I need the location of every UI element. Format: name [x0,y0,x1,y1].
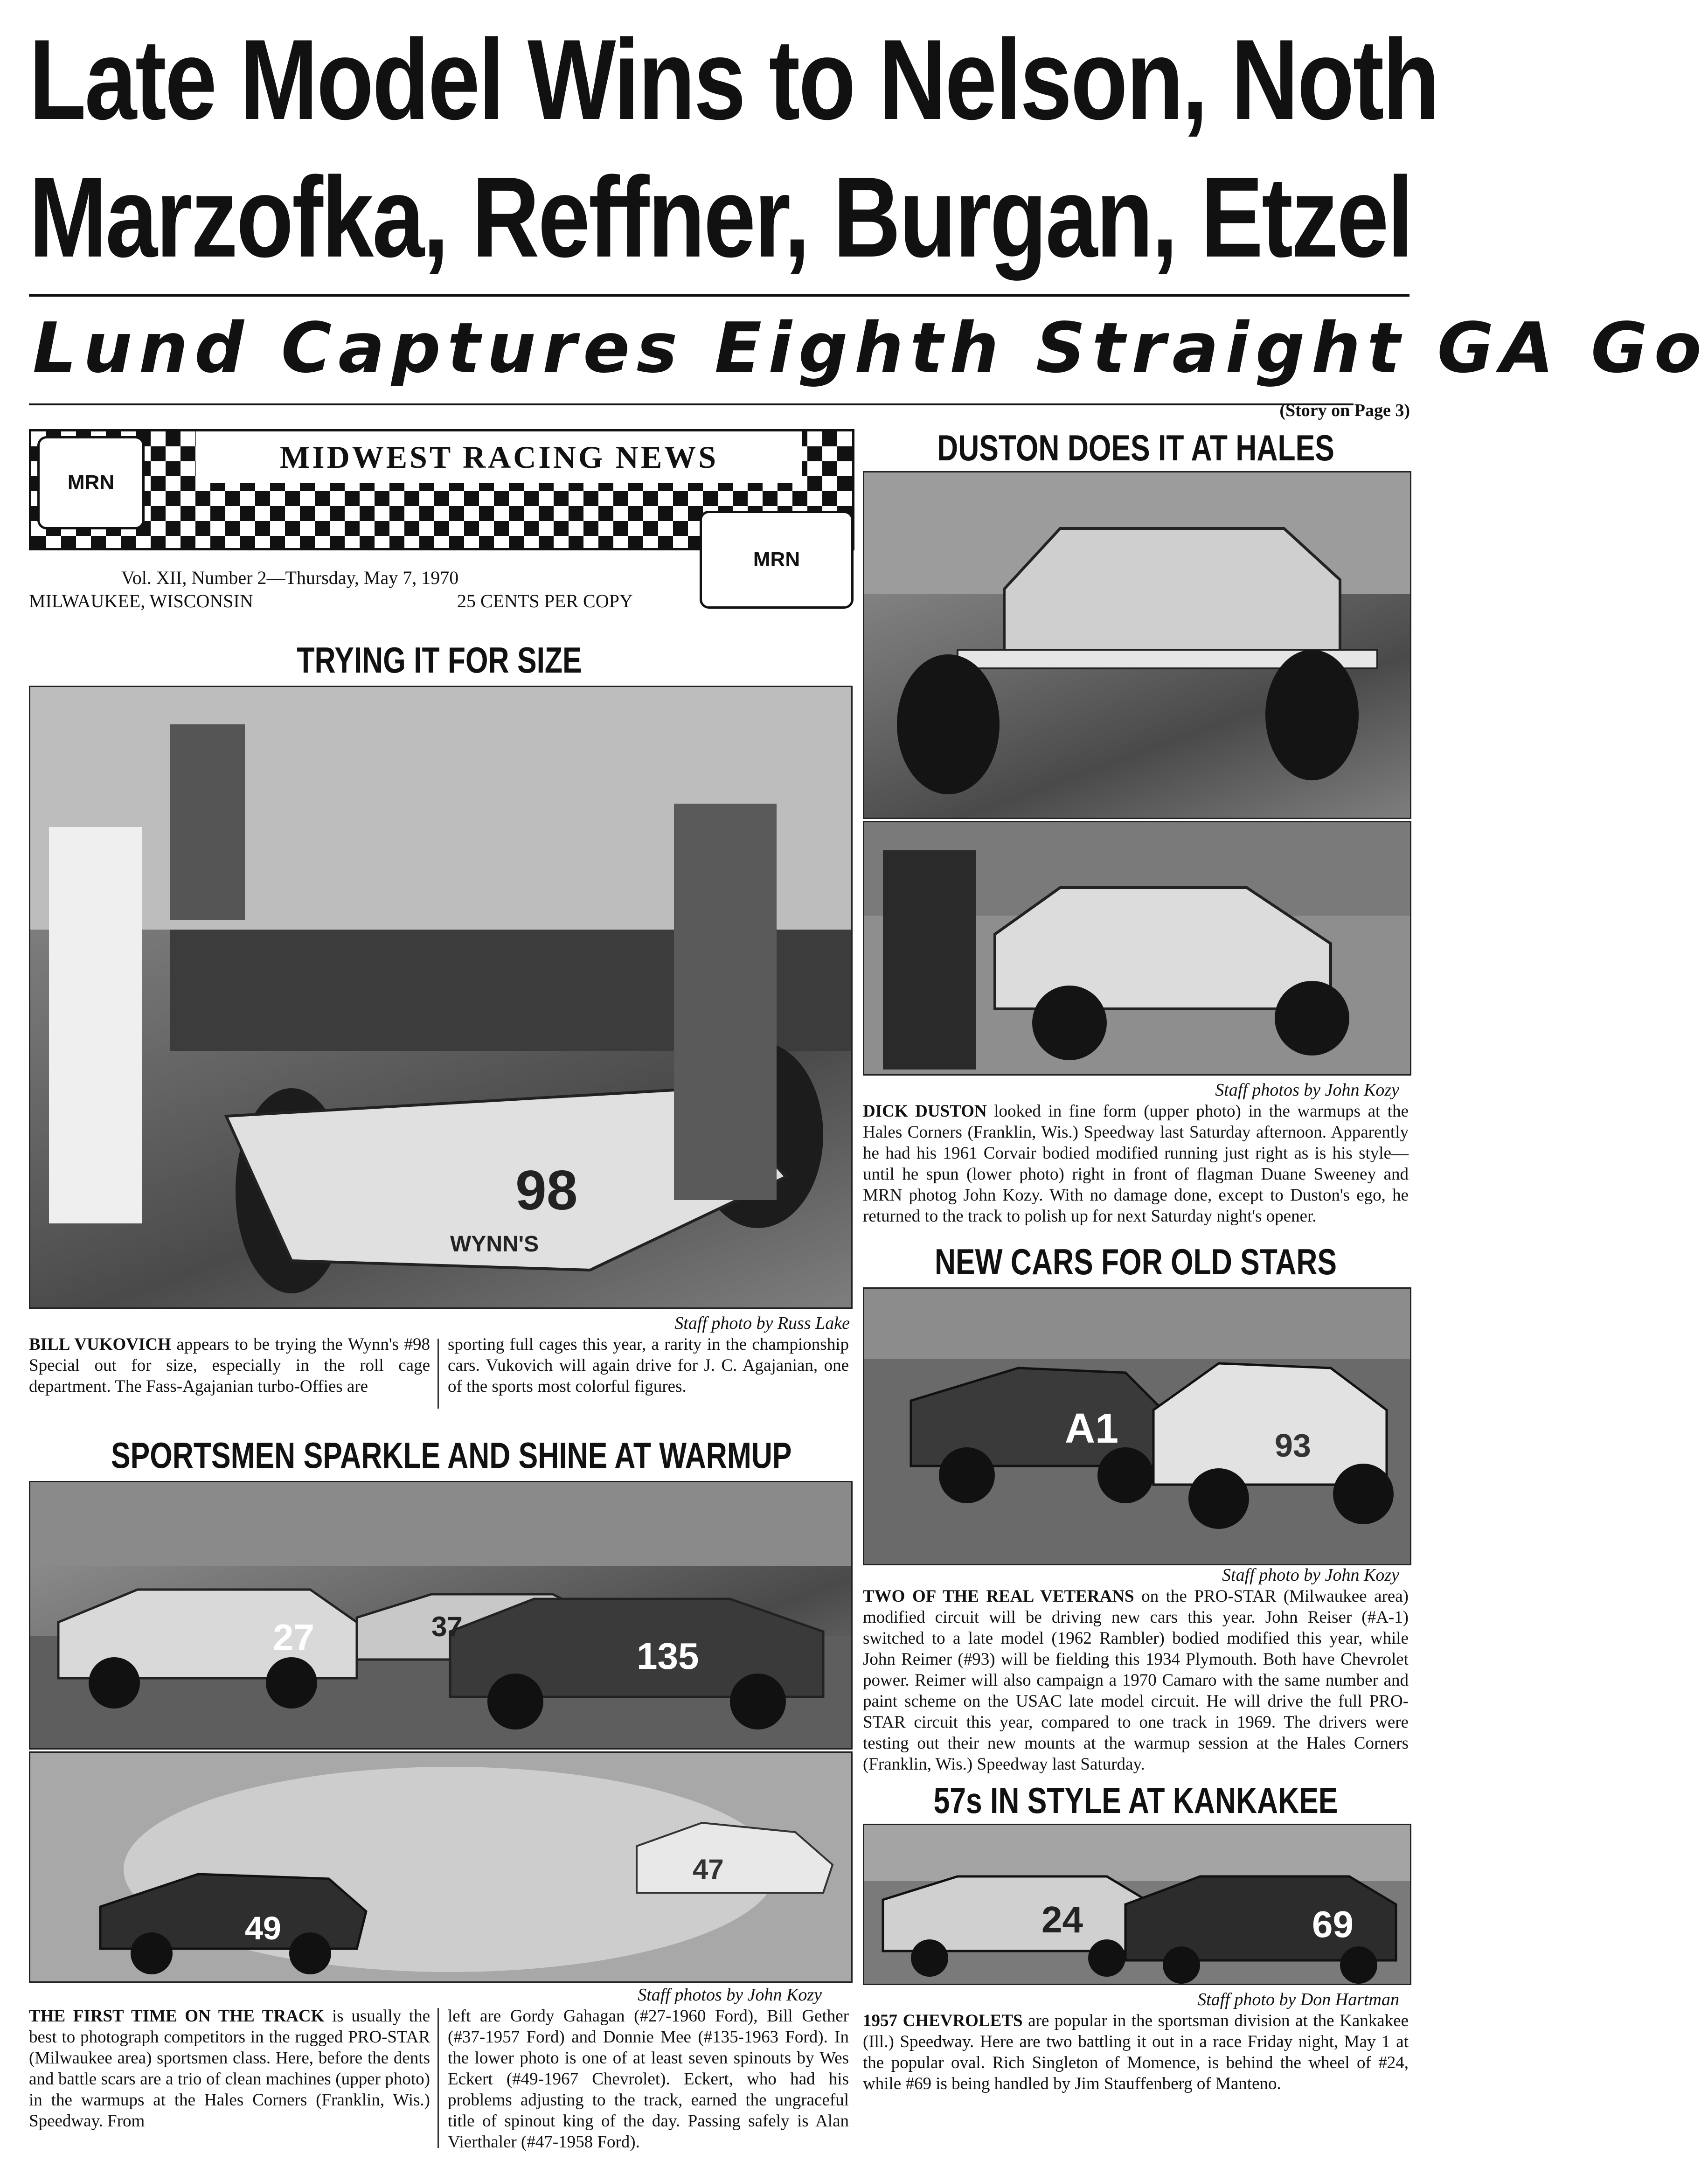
duston-lower-photo [863,821,1411,1076]
57s-caption-lead: 1957 CHEVROLETS [863,2011,1023,2030]
duston-lower-drawing [864,822,1410,1074]
sportsmen-caption-col1 [29,2006,430,2132]
sportsmen-column-divider [437,2008,439,2148]
newcars-photo [863,1287,1411,1565]
masthead-price: 25 CENTS PER COPY [457,590,633,611]
trying-caption-col2: sporting full cages this year, a rarity in the championship cars. Vukovich will again drive for J. C. Agajanian, one of the sports most colorful figures. [448,1335,849,1396]
newcars-caption-text: on the PRO-STAR (Milwaukee area) modified circuit will be driving new cars this year. John Reiser (#A-1) switched to a late model (1962 Rambler) bodied modified this year, while John Reimer (#93) will be fielding this 1934 Plymouth. Both have Chevrolet power. Reimer will also campaign a 1970 Camaro with the same number and paint scheme on the USAC late model circuit. He will drive the full PRO-STAR circuit this year, compared to one track in 1969. The drivers were testing out their new mounts at the warmup session at the Hales Corners (Franklin, Wis.) Speedway last Saturday. [863,1587,1409,1774]
trying-caption-lead: BILL VUKOVICH [29,1335,171,1354]
57s-caption [863,2010,1409,2094]
sportsmen-caption-lead: THE FIRST TIME ON THE TRACK [29,2007,325,2026]
57s-headline: 57s IN STYLE AT KANKAKEE [933,1780,1338,1821]
57s-drawing [864,1825,1410,1984]
car-number-49: 49 [245,1910,281,1946]
newcars-caption-lead: TWO OF THE REAL VETERANS [863,1587,1134,1606]
car-number-27: 27 [273,1617,314,1658]
duston-caption-lead: DICK DUSTON [863,1102,987,1121]
newcars-headline: NEW CARS FOR OLD STARS [934,1241,1337,1282]
car-number-24: 24 [1041,1899,1083,1940]
duston-caption-text: looked in fine form (upper photo) in the warmups at the Hales Corners (Franklin, Wis.) Speedway last Saturday afternoon. Apparently he had his 1961 Corvair bodied modified running just right as is his style—until he spun (lower photo) right in front of flagman Duane Sweeney and MRN photog John Kozy. With no damage done, except to Duston's ego, he returned to the track to polish up for next Saturday night's opener. [863,1102,1409,1226]
car-number-135: 135 [637,1635,699,1677]
trying-column-divider [437,1339,439,1409]
vukovich-photo-drawing [30,687,851,1307]
sportsmen-caption-col2: left are Gordy Gahagan (#27-1960 Ford), Bill Gether (#37-1957 Ford) and Donnie Mee (#135-1963 Ford). In the lower photo is one of at least seven spinouts by Wes Eckert (#49-1967 Chevrolet). Eckert, who had his problems adjusting to the track, earned the ungraceful title of spinout king of the day. Passing safely is Alan Vierthaler (#47-1958 Ford). [448,2007,849,2152]
headline-line-1: Late Model Wins to Nelson, Noth [29,15,1438,143]
subheadline: Lund Captures Eighth Straight GA Go [33,308,1708,388]
logo-text: MRN [753,548,800,571]
car-number-a1: A1 [1065,1405,1119,1452]
masthead-title: MIDWEST RACING NEWS [279,439,719,475]
57s-credit: Staff photo by Don Hartman [1197,1990,1399,2009]
duston-caption [863,1101,1409,1227]
masthead-title-box [196,431,802,483]
sportsmen-upper-drawing [30,1482,851,1748]
car-number-37: 37 [431,1611,463,1642]
newcars-drawing [864,1289,1410,1564]
duston-upper-photo [863,471,1411,819]
sportsmen-lower-drawing [30,1753,851,1981]
sportsmen-lower-photo [29,1751,853,1983]
newcars-credit: Staff photo by John Kozy [1222,1565,1399,1585]
wynns-logo-text: WYNN'S [450,1232,539,1257]
car-number-69: 69 [1312,1903,1354,1945]
headline-line-2: Marzofka, Reffner, Burgan, Etzel [29,153,1412,281]
headline-rule [29,294,1409,297]
trying-caption-text: appears to be trying the Wynn's #98 Special out for size, especially in the roll cage department. The Fass-Agajanian turbo-Offies are [29,1335,430,1396]
57s-caption-text: are popular in the sportsman division at the Kankakee (Ill.) Speedway. Here are two battling it out in a race Friday night, May 1 at the popular oval. Rich Singleton of Momence, is behind the wheel of #24, while #69 is being handled by Jim Stauffenberg of Manteno. [863,2011,1409,2093]
subheadline-rule [29,403,1354,405]
sportsmen-credit: Staff photos by John Kozy [638,1985,822,2005]
duston-headline: DUSTON DOES IT AT HALES [937,427,1334,468]
57s-photo [863,1824,1411,1985]
story-reference: (Story on Page 3) [1279,401,1410,420]
masthead-logo-left [37,436,145,529]
car-number-47: 47 [693,1854,724,1885]
sportsmen-headline: SPORTSMEN SPARKLE AND SHINE AT WARMUP [111,1435,792,1476]
duston-credit: Staff photos by John Kozy [1215,1080,1399,1100]
car-number-98: 98 [515,1159,578,1222]
duston-upper-drawing [864,472,1410,818]
masthead-volume: Vol. XII, Number 2—Thursday, May 7, 1970 [121,567,459,588]
newcars-caption [863,1586,1409,1775]
sportsmen-caption-text: is usually the best to photograph competitors in the rugged PRO-STAR (Milwaukee area) sportsmen class. Here, before the dents and battle scars are a trio of clean machines (upper photo) in the warmups at the Hales Corners (Franklin, Wis.) Speedway. From [29,2007,430,2131]
car-number-93: 93 [1275,1427,1311,1464]
vukovich-photo [29,686,853,1309]
trying-credit: Staff photo by Russ Lake [674,1313,850,1333]
sportsmen-upper-photo [29,1481,853,1750]
logo-text: MRN [67,471,115,494]
trying-caption-col1 [29,1334,430,1397]
masthead-location: MILWAUKEE, WISCONSIN [29,590,253,611]
masthead-logo-right [700,511,854,609]
trying-headline: TRYING IT FOR SIZE [297,639,582,681]
